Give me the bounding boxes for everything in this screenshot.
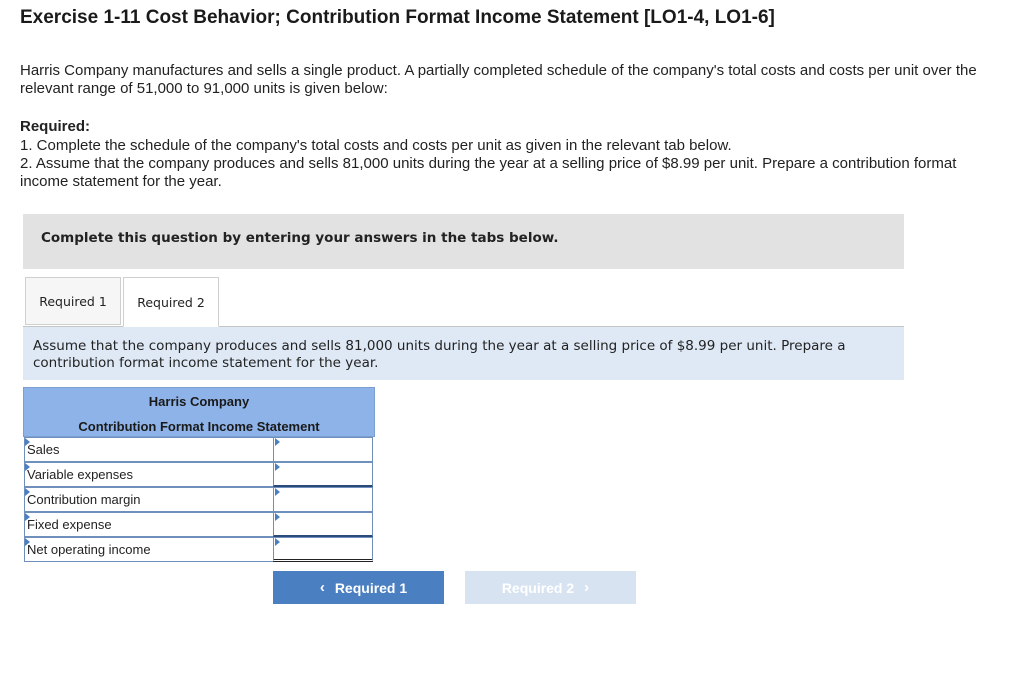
exercise-title: Exercise 1-11 Cost Behavior; Contribution Format Income Statement [LO1-4, LO1-6] xyxy=(20,7,775,28)
required-item-2: 2. Assume that the company produces and sells 81,000 units during the year at a selling price of $8.99 per unit. Prepare a contribution format income statement for the year. xyxy=(20,155,957,190)
statement-row-sales xyxy=(23,437,375,462)
tab-required-2[interactable]: Required 2 xyxy=(123,277,219,327)
income-statement-table xyxy=(23,387,375,562)
comment-marker-icon xyxy=(275,463,280,471)
statement-header xyxy=(23,387,375,437)
row-label-sales[interactable]: Sales xyxy=(24,437,276,462)
amount-field-fixed-expense[interactable] xyxy=(273,512,373,537)
required-item-1: 1. Complete the schedule of the company's total costs and costs per unit as given in the relevant tab below. xyxy=(20,137,732,154)
instructions-banner xyxy=(23,214,904,269)
comment-marker-icon xyxy=(25,513,30,521)
next-required-2-button[interactable] xyxy=(465,571,636,604)
contribution-margin-input[interactable] xyxy=(274,488,372,511)
statement-row-variable-expenses xyxy=(23,462,375,487)
tab-instruction-text: Assume that the company produces and sells 81,000 units during the year at a selling price of $8.99 per unit. Prepare a contribution format income statement for the year. xyxy=(33,338,846,371)
tab-instruction-panel xyxy=(23,327,904,380)
net-operating-income-input[interactable] xyxy=(274,538,372,559)
comment-marker-icon xyxy=(25,538,30,546)
variable-expenses-input[interactable] xyxy=(274,463,372,485)
amount-field-contribution-margin[interactable] xyxy=(273,487,373,512)
comment-marker-icon xyxy=(25,463,30,471)
amount-field-net-operating-income[interactable] xyxy=(273,537,373,562)
statement-row-net-operating-income xyxy=(23,537,375,562)
chevron-right-icon: › xyxy=(584,579,590,596)
tab-required-1[interactable]: Required 1 xyxy=(25,277,121,325)
row-label-variable-expenses[interactable]: Variable expenses xyxy=(24,462,276,487)
fixed-expense-input[interactable] xyxy=(274,513,372,535)
amount-field-sales[interactable] xyxy=(273,437,373,462)
comment-marker-icon xyxy=(275,438,280,446)
row-label-fixed-expense[interactable]: Fixed expense xyxy=(24,512,276,537)
company-name: Harris Company xyxy=(148,394,250,409)
prev-required-1-button[interactable] xyxy=(273,571,444,604)
comment-marker-icon xyxy=(275,513,280,521)
prev-button-label: Required 1 xyxy=(334,579,408,596)
banner-text: Complete this question by entering your answers in the tabs below. xyxy=(41,230,559,246)
statement-row-contribution-margin xyxy=(23,487,375,512)
statement-row-fixed-expense xyxy=(23,512,375,537)
row-label-contribution-margin[interactable]: Contribution margin xyxy=(24,487,276,512)
comment-marker-icon xyxy=(25,438,30,446)
amount-field-variable-expenses[interactable] xyxy=(273,462,373,487)
intro-text: Harris Company manufactures and sells a single product. A partially completed schedule of the company's total costs and costs per unit over the relevant range of 51,000 to 91,000 units is given below: xyxy=(20,62,977,97)
required-heading: Required: xyxy=(20,118,91,135)
comment-marker-icon xyxy=(275,538,280,546)
comment-marker-icon xyxy=(275,488,280,496)
statement-title: Contribution Format Income Statement xyxy=(78,419,320,434)
comment-marker-icon xyxy=(25,488,30,496)
next-button-label: Required 2 xyxy=(501,579,575,596)
row-label-net-operating-income[interactable]: Net operating income xyxy=(24,537,276,562)
chevron-left-icon: ‹ xyxy=(319,579,325,596)
sales-input[interactable] xyxy=(274,438,372,461)
